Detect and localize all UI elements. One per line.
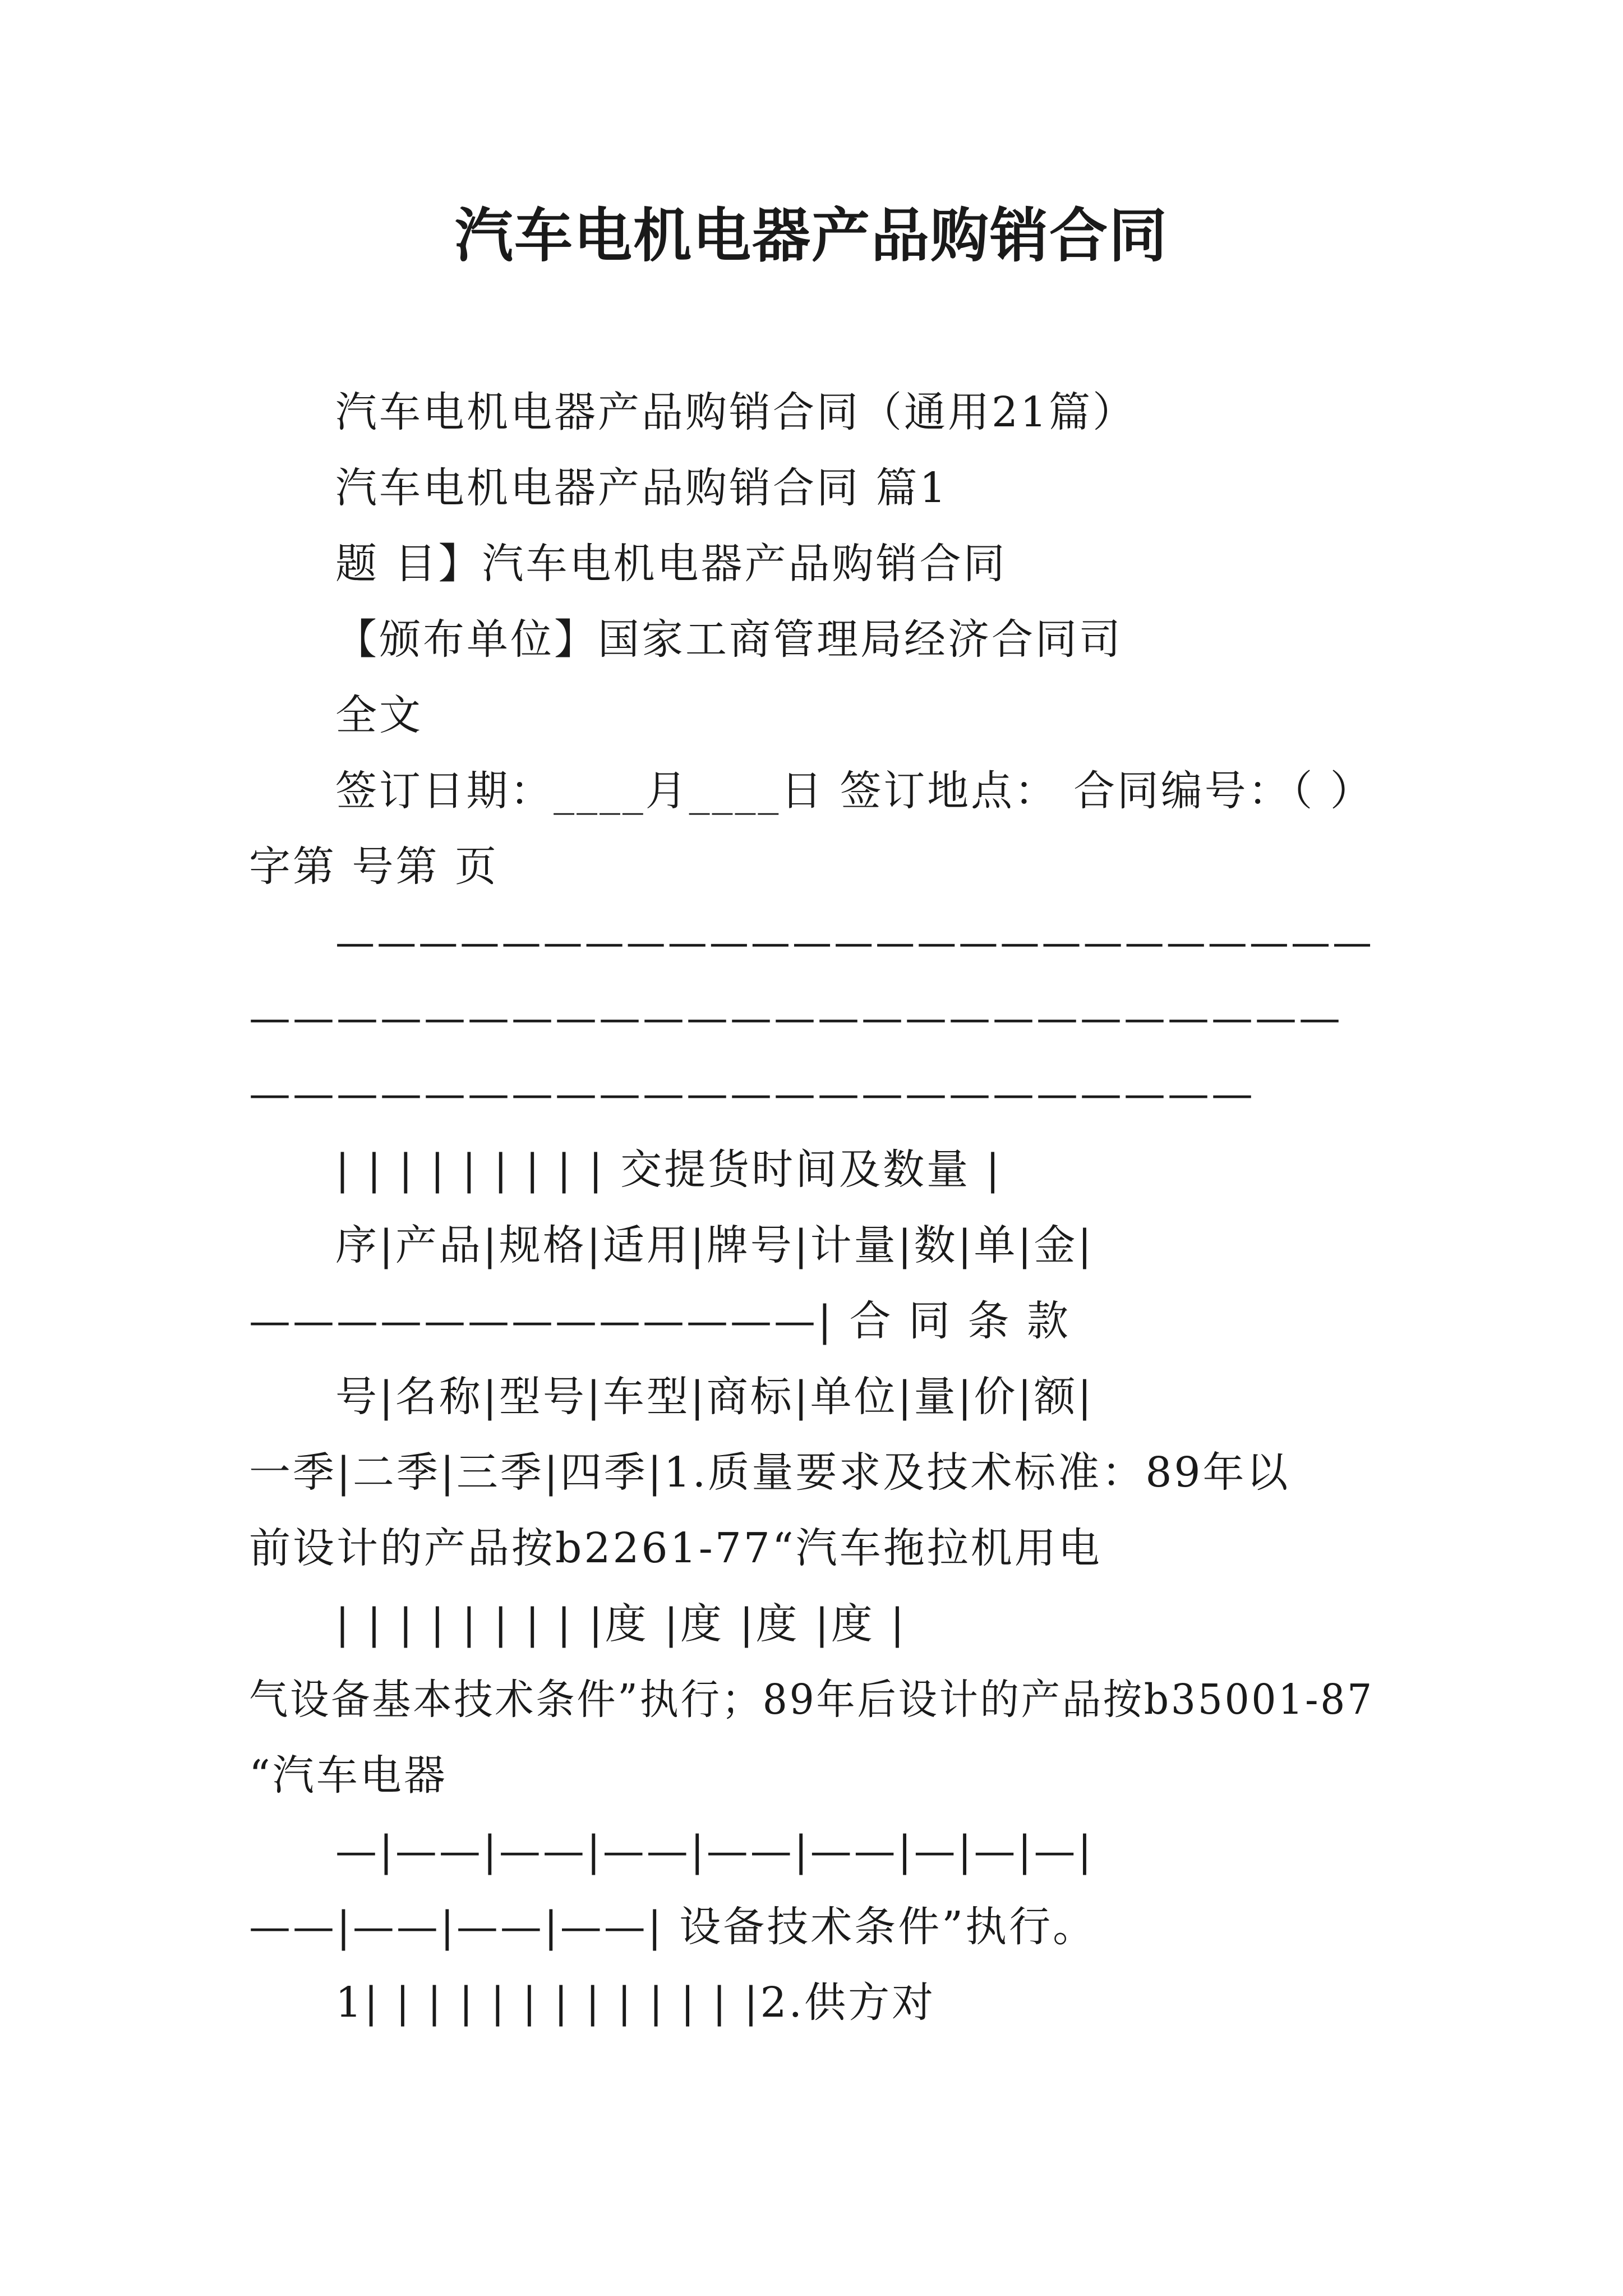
doc-line-issuer: 【颁布单位】国家工商管理局经济合同司 [335, 615, 1123, 664]
doc-line-table-rule: —|——|——|——|——|——|—|—|—| [335, 1827, 1094, 1875]
doc-line-table-header: 序|产品|规格|适用|牌号|计量|数|单|金| [335, 1221, 1094, 1269]
doc-line-quality-terms: 一季|二季|三季|四季|1.质量要求及技术标准：89年以 [249, 1448, 1290, 1497]
doc-line-sign-date: 签订日期：____月____日 签订地点： 合同编号：（ ） [335, 767, 1374, 815]
doc-line-subject: 题 目】汽车电机电器产品购销合同 [335, 540, 1007, 588]
doc-line-quality-terms: “汽车电器 [249, 1751, 448, 1800]
doc-line-table-row: 1| | | | | | | | | | | | |2.供方对 [335, 1978, 936, 2027]
doc-line-contract-terms: —————————————| 合 同 条 款 [249, 1297, 1071, 1345]
doc-line-table-rule: ——|——|——|——| 设备技术条件”执行。 [249, 1903, 1097, 1951]
doc-line-table-header: | | | | | | | | | 交提货时间及数量 | [335, 1145, 1002, 1194]
doc-line-table-header: 号|名称|型号|车型|商标|单位|量|价|额| [335, 1373, 1094, 1421]
doc-line-quality-terms: 气设备基本技术条件”执行；89年后设计的产品按b35001-87 [249, 1676, 1374, 1724]
doc-line-table-header: | | | | | | | | |度 |度 |度 |度 | [335, 1600, 907, 1648]
doc-line-page-number: 字第 号第 页 [249, 843, 499, 891]
doc-line-fulltext: 全文 [335, 691, 423, 739]
doc-line-part-heading: 汽车电机电器产品购销合同 篇1 [335, 464, 948, 512]
doc-line-rule: ————————————————————————— [249, 994, 1343, 1042]
doc-line-rule: ——————————————————————— [249, 1070, 1255, 1118]
doc-line-subtitle: 汽车电机电器产品购销合同（通用21篇） [335, 388, 1137, 436]
doc-line-quality-terms: 前设计的产品按b2261-77“汽车拖拉机用电 [249, 1524, 1102, 1572]
document-title: 汽车电机电器产品购销合同 [454, 201, 1168, 270]
doc-line-rule: ————————————————————————— [335, 918, 1374, 967]
